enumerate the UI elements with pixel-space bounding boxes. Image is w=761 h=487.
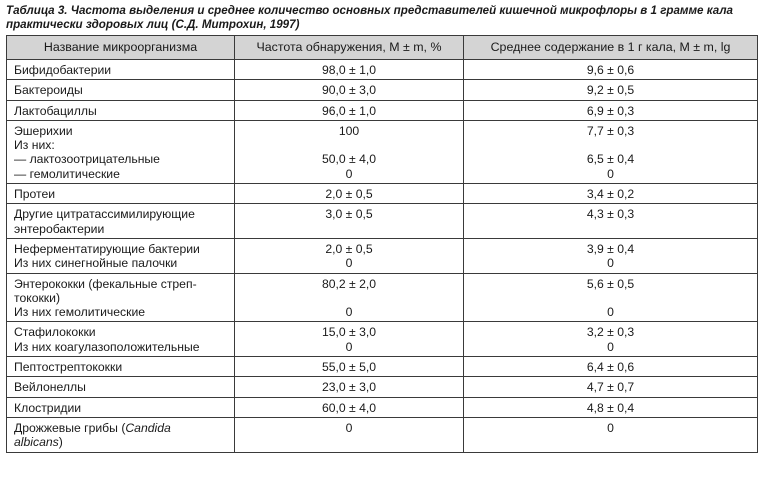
- table-row: [7, 238, 758, 273]
- cell-line: 0: [607, 256, 614, 271]
- cell-line: 15,0 ± 3,0: [321, 325, 377, 340]
- cell-line: Энтерококки (фекальные стреп-: [14, 276, 197, 291]
- cell-mean-content: [464, 377, 758, 397]
- cell-line: 4,7 ± 0,7: [586, 380, 635, 395]
- table-body: [7, 60, 758, 453]
- cell-line: 80,2 ± 2,0: [321, 276, 377, 291]
- table-row: [7, 100, 758, 120]
- cell-line: [237, 291, 461, 305]
- name-prefix: Дрожжевые грибы (: [14, 420, 126, 435]
- cell-line: Протеи: [14, 187, 56, 202]
- cell-line: 50,0 ± 4,0: [321, 152, 377, 167]
- caption-label: Таблица 3.: [6, 4, 68, 17]
- cell-frequency: [235, 417, 464, 452]
- cell-organism: [7, 184, 235, 204]
- cell-line: Из них гемолитические: [14, 305, 146, 320]
- cell-line: 6,9 ± 0,3: [586, 103, 635, 118]
- name-italic-line2: albicans: [14, 435, 59, 450]
- header-organism: Название микроорганизма: [7, 36, 235, 60]
- cell-frequency: [235, 120, 464, 183]
- cell-line: Из них коагулазоположительные: [14, 339, 200, 354]
- cell-line: — лактозоотрицательные: [14, 152, 160, 167]
- cell-organism: [7, 322, 235, 357]
- cell-line: 4,8 ± 0,4: [586, 400, 635, 415]
- cell-line: 0: [607, 339, 614, 354]
- cell-organism: [7, 60, 235, 80]
- table-header-row: [7, 36, 758, 60]
- cell-line: 9,6 ± 0,6: [586, 63, 635, 77]
- cell-frequency: [235, 397, 464, 417]
- cell-line: [237, 138, 461, 152]
- table-row-last: [7, 417, 758, 452]
- cell-mean-content: [464, 60, 758, 80]
- table-caption: [6, 4, 756, 32]
- table-row: [7, 120, 758, 183]
- cell-line: 3,4 ± 0,2: [586, 187, 635, 202]
- cell-line: Лактобациллы: [14, 103, 97, 118]
- cell-frequency: [235, 204, 464, 239]
- cell-line: 2,0 ± 0,5: [325, 187, 373, 202]
- cell-mean-content: [464, 397, 758, 417]
- cell-line: 96,0 ± 1,0: [321, 103, 377, 118]
- cell-mean-content: [464, 238, 758, 273]
- cell-line: Вейлонеллы: [14, 380, 86, 395]
- cell-mean-content: [464, 417, 758, 452]
- cell-organism: [7, 80, 235, 100]
- cell-organism: [7, 377, 235, 397]
- cell-line: 3,2 ± 0,3: [586, 325, 635, 340]
- cell-line: Эшерихии: [14, 123, 73, 138]
- cell-line: 0: [607, 305, 614, 320]
- cell-line: 2,0 ± 0,5: [325, 241, 373, 256]
- cell-line: 0: [345, 339, 353, 354]
- table-row: [7, 357, 758, 377]
- cell-line: тококки): [14, 290, 61, 305]
- cell-organism: [7, 357, 235, 377]
- cell-line: Из них синегнойные палочки: [14, 256, 178, 271]
- table-row: [7, 60, 758, 80]
- table-row: [7, 377, 758, 397]
- cell-frequency: [235, 60, 464, 80]
- name-suffix: ): [58, 435, 63, 450]
- cell-mean-content: [464, 100, 758, 120]
- cell-line: Бактероиды: [14, 83, 83, 98]
- cell-frequency: [235, 322, 464, 357]
- microflora-table: [6, 35, 758, 453]
- cell-organism: [7, 238, 235, 273]
- cell-organism: [7, 397, 235, 417]
- cell-line: [466, 138, 755, 152]
- cell-line: Другие цитратассимилирующие: [14, 207, 195, 222]
- cell-line: 23,0 ± 3,0: [321, 380, 377, 395]
- cell-organism: [7, 204, 235, 239]
- header-mean-content: Среднее содержание в 1 г кала, M ± m, lg: [464, 36, 758, 60]
- cell-line: 98,0 ± 1,0: [321, 63, 377, 77]
- cell-organism: [7, 273, 235, 322]
- cell-line: Клостридии: [14, 400, 82, 415]
- cell-frequency: [235, 100, 464, 120]
- cell-line: Из них:: [14, 138, 55, 153]
- header-frequency: Частота обнаружения, M ± m, %: [235, 36, 464, 60]
- table-row: [7, 184, 758, 204]
- cell-frequency: [235, 184, 464, 204]
- cell-line: [14, 435, 229, 449]
- cell-frequency: [235, 357, 464, 377]
- cell-line: [466, 291, 755, 305]
- cell-frequency: [235, 377, 464, 397]
- cell-organism: [7, 100, 235, 120]
- cell-mean-content: [464, 80, 758, 100]
- cell-line: 60,0 ± 4,0: [321, 400, 377, 415]
- table-row: [7, 80, 758, 100]
- cell-organism: [7, 120, 235, 183]
- cell-line: 6,4 ± 0,6: [586, 360, 635, 375]
- cell-mean-content: [464, 120, 758, 183]
- table-row: [7, 204, 758, 239]
- cell-organism: [7, 417, 235, 452]
- cell-mean-content: [464, 357, 758, 377]
- cell-line: 3,0 ± 0,5: [325, 207, 373, 222]
- cell-line: Пептострептококки: [14, 360, 123, 375]
- cell-line: энтеробактерии: [14, 221, 105, 236]
- cell-line: [14, 421, 229, 435]
- cell-frequency: [235, 273, 464, 322]
- cell-line: 90,0 ± 3,0: [321, 83, 377, 98]
- name-italic: Candida: [125, 420, 171, 435]
- cell-line: 0: [345, 256, 353, 271]
- cell-line: 9,2 ± 0,5: [586, 83, 635, 98]
- cell-line: 5,6 ± 0,5: [586, 276, 635, 291]
- cell-line: — гемолитические: [14, 166, 120, 181]
- table-row: [7, 322, 758, 357]
- cell-line: 0: [345, 420, 353, 435]
- cell-mean-content: [464, 322, 758, 357]
- table-row: [7, 273, 758, 322]
- cell-line: 0: [607, 166, 614, 181]
- caption-text-line2: практически здоровых лиц (С.Д. Митрохин, 1997): [6, 18, 300, 31]
- cell-line: 6,5 ± 0,4: [586, 152, 635, 167]
- cell-frequency: [235, 238, 464, 273]
- cell-line: 4,3 ± 0,3: [586, 207, 635, 222]
- cell-line: Бифидобактерии: [14, 63, 112, 77]
- cell-line: 55,0 ± 5,0: [321, 360, 377, 375]
- cell-line: 0: [607, 420, 614, 435]
- table-row: [7, 397, 758, 417]
- caption-text-line1: Частота выделения и среднее количество основных представителей кишечной микрофлоры в 1 грамме кала: [70, 4, 733, 17]
- cell-mean-content: [464, 184, 758, 204]
- cell-mean-content: [464, 204, 758, 239]
- cell-line: 3,9 ± 0,4: [586, 241, 635, 256]
- cell-line: 100: [338, 123, 360, 138]
- cell-line: Неферментатирующие бактерии: [14, 241, 200, 256]
- cell-frequency: [235, 80, 464, 100]
- cell-line: Стафилококки: [14, 325, 96, 340]
- cell-line: 0: [345, 166, 353, 181]
- cell-mean-content: [464, 273, 758, 322]
- cell-line: 0: [345, 305, 353, 320]
- cell-line: 7,7 ± 0,3: [586, 123, 635, 138]
